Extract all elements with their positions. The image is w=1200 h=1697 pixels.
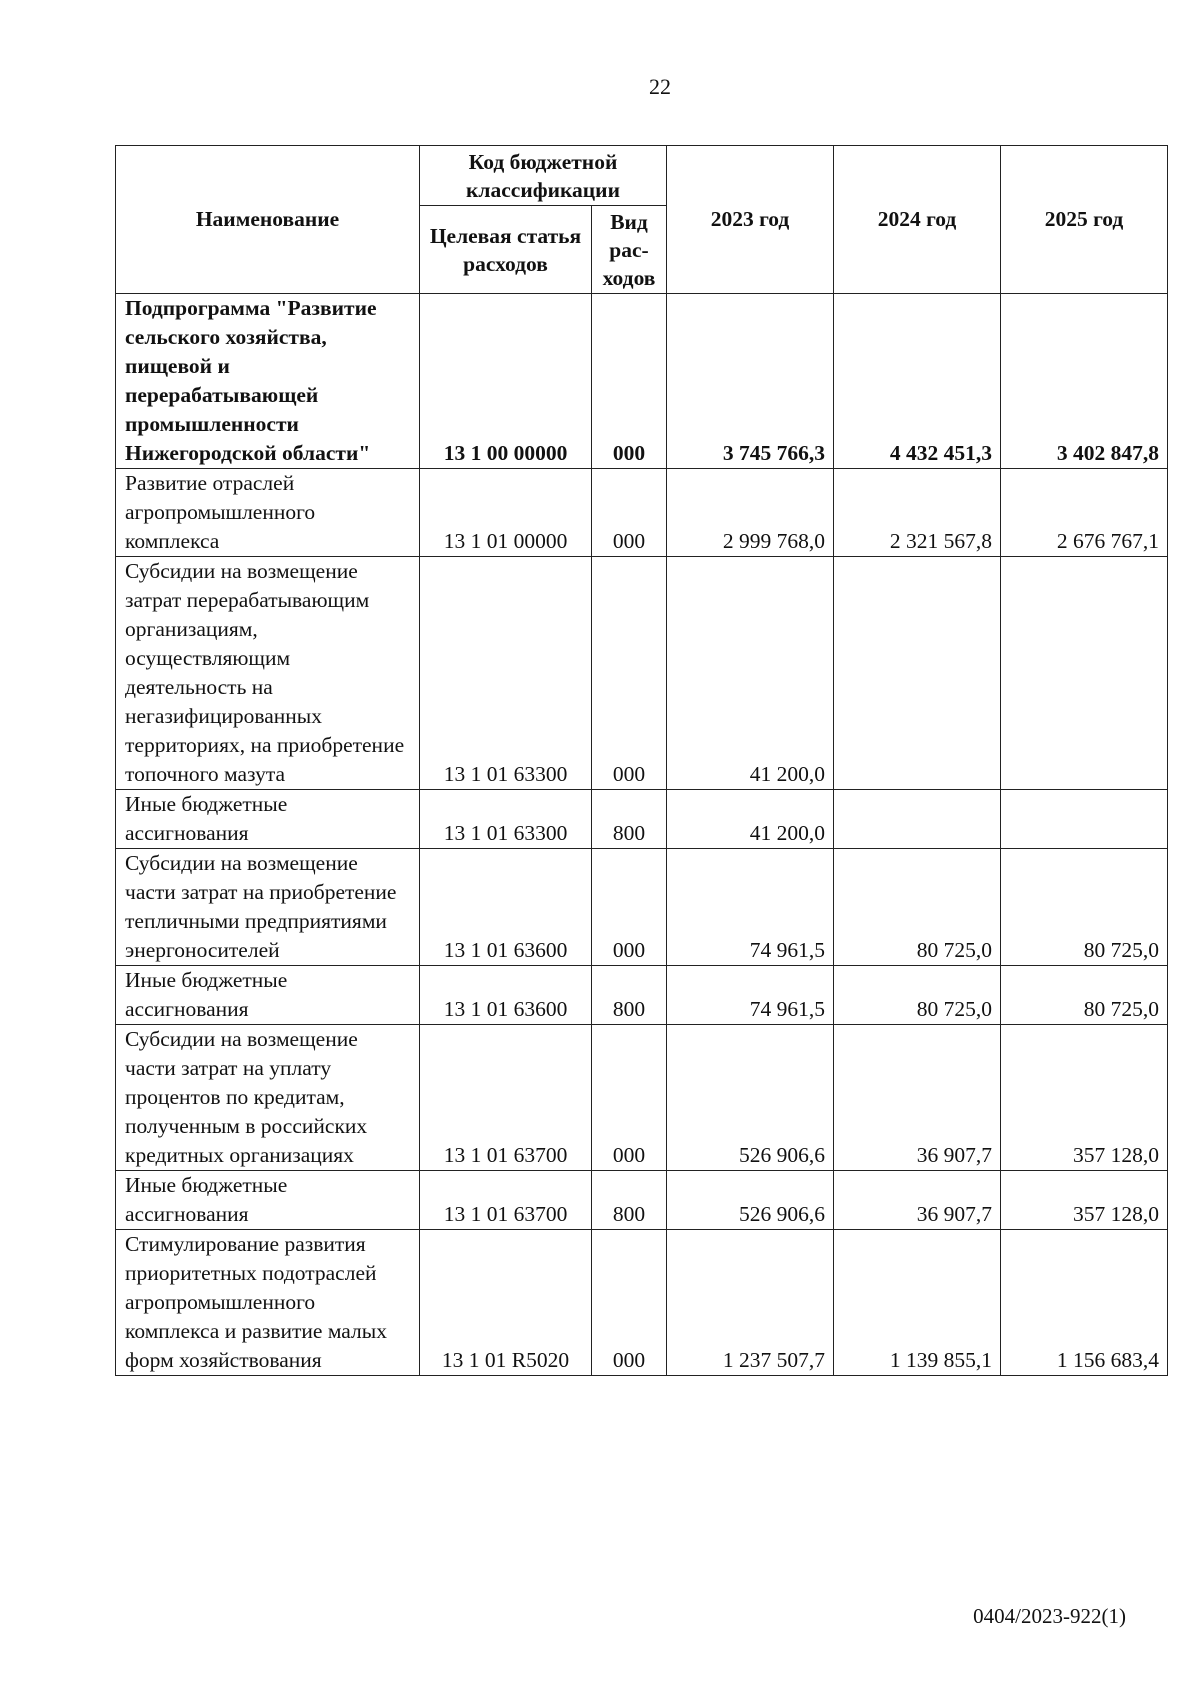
row-name: Субсидии на возмещение части затрат на приобретение тепличными предприятиями энергоносителей: [116, 849, 420, 966]
row-2024: 80 725,0: [834, 849, 1001, 966]
header-year-2023: 2023 год: [667, 146, 834, 294]
row-2024: 80 725,0: [834, 966, 1001, 1025]
row-2025: 3 402 847,8: [1001, 294, 1168, 469]
table-row: [116, 1230, 1168, 1376]
row-2023: 526 906,6: [667, 1171, 834, 1230]
document-code: 0404/2023-922(1): [973, 1604, 1126, 1628]
row-2023: 41 200,0: [667, 790, 834, 849]
row-2025: 80 725,0: [1001, 966, 1168, 1025]
row-target-article: 13 1 01 00000: [420, 469, 592, 557]
table-row: [116, 1171, 1168, 1230]
row-2023: 526 906,6: [667, 1025, 834, 1171]
row-name: Подпрограмма "Развитие сельского хозяйства, пищевой и перерабатывающей промышленности Нижегородской области": [116, 294, 420, 469]
row-2023: 1 237 507,7: [667, 1230, 834, 1376]
header-code-group: Код бюджетной классификации: [420, 146, 667, 206]
row-2024: [834, 790, 1001, 849]
row-expense-type: 000: [592, 469, 667, 557]
header-expense-type: Вид рас-ходов: [592, 206, 667, 294]
table-row: [116, 966, 1168, 1025]
row-target-article: 13 1 01 63600: [420, 849, 592, 966]
table-row: [116, 1025, 1168, 1171]
header-name: Наименование: [116, 146, 420, 294]
row-name: Развитие отраслей агропромышленного комплекса: [116, 469, 420, 557]
row-2024: 4 432 451,3: [834, 294, 1001, 469]
table-row: [116, 557, 1168, 790]
row-2025: 357 128,0: [1001, 1025, 1168, 1171]
header-year-2024: 2024 год: [834, 146, 1001, 294]
header-target-article: Целевая статья расходов: [420, 206, 592, 294]
row-2025: 1 156 683,4: [1001, 1230, 1168, 1376]
row-target-article: 13 1 01 63700: [420, 1171, 592, 1230]
row-2023: 2 999 768,0: [667, 469, 834, 557]
row-2025: [1001, 790, 1168, 849]
row-expense-type: 000: [592, 1025, 667, 1171]
row-2023: 74 961,5: [667, 849, 834, 966]
row-2025: 357 128,0: [1001, 1171, 1168, 1230]
row-name: Иные бюджетные ассигнования: [116, 966, 420, 1025]
row-2024: 2 321 567,8: [834, 469, 1001, 557]
row-target-article: 13 1 01 63600: [420, 966, 592, 1025]
row-name: Стимулирование развития приоритетных подотраслей агропромышленного комплекса и развитие малых форм хозяйствования: [116, 1230, 420, 1376]
row-2024: 36 907,7: [834, 1025, 1001, 1171]
table-row: [116, 469, 1168, 557]
table-header: [116, 146, 1168, 294]
header-year-2025: 2025 год: [1001, 146, 1168, 294]
row-2025: 2 676 767,1: [1001, 469, 1168, 557]
table-row: [116, 849, 1168, 966]
row-2025: [1001, 557, 1168, 790]
row-2023: 41 200,0: [667, 557, 834, 790]
row-target-article: 13 1 00 00000: [420, 294, 592, 469]
row-2023: 74 961,5: [667, 966, 834, 1025]
row-target-article: 13 1 01 R5020: [420, 1230, 592, 1376]
row-2024: 36 907,7: [834, 1171, 1001, 1230]
row-2025: 80 725,0: [1001, 849, 1168, 966]
row-expense-type: 000: [592, 557, 667, 790]
budget-table: [115, 145, 1168, 1376]
table-row: [116, 294, 1168, 469]
row-target-article: 13 1 01 63300: [420, 557, 592, 790]
row-expense-type: 000: [592, 1230, 667, 1376]
row-name: Субсидии на возмещение затрат перерабатывающим организациям, осуществляющим деятельность на негазифицированных территориях, на приобретение топочного мазута: [116, 557, 420, 790]
row-name: Иные бюджетные ассигнования: [116, 1171, 420, 1230]
row-name: Субсидии на возмещение части затрат на уплату процентов по кредитам, полученным в российских кредитных организациях: [116, 1025, 420, 1171]
row-expense-type: 000: [592, 849, 667, 966]
row-2024: 1 139 855,1: [834, 1230, 1001, 1376]
table-row: [116, 790, 1168, 849]
row-target-article: 13 1 01 63300: [420, 790, 592, 849]
row-expense-type: 800: [592, 790, 667, 849]
row-target-article: 13 1 01 63700: [420, 1025, 592, 1171]
row-2024: [834, 557, 1001, 790]
row-2023: 3 745 766,3: [667, 294, 834, 469]
page-number: 22: [649, 74, 671, 99]
row-expense-type: 800: [592, 1171, 667, 1230]
row-name: Иные бюджетные ассигнования: [116, 790, 420, 849]
row-expense-type: 800: [592, 966, 667, 1025]
row-expense-type: 000: [592, 294, 667, 469]
